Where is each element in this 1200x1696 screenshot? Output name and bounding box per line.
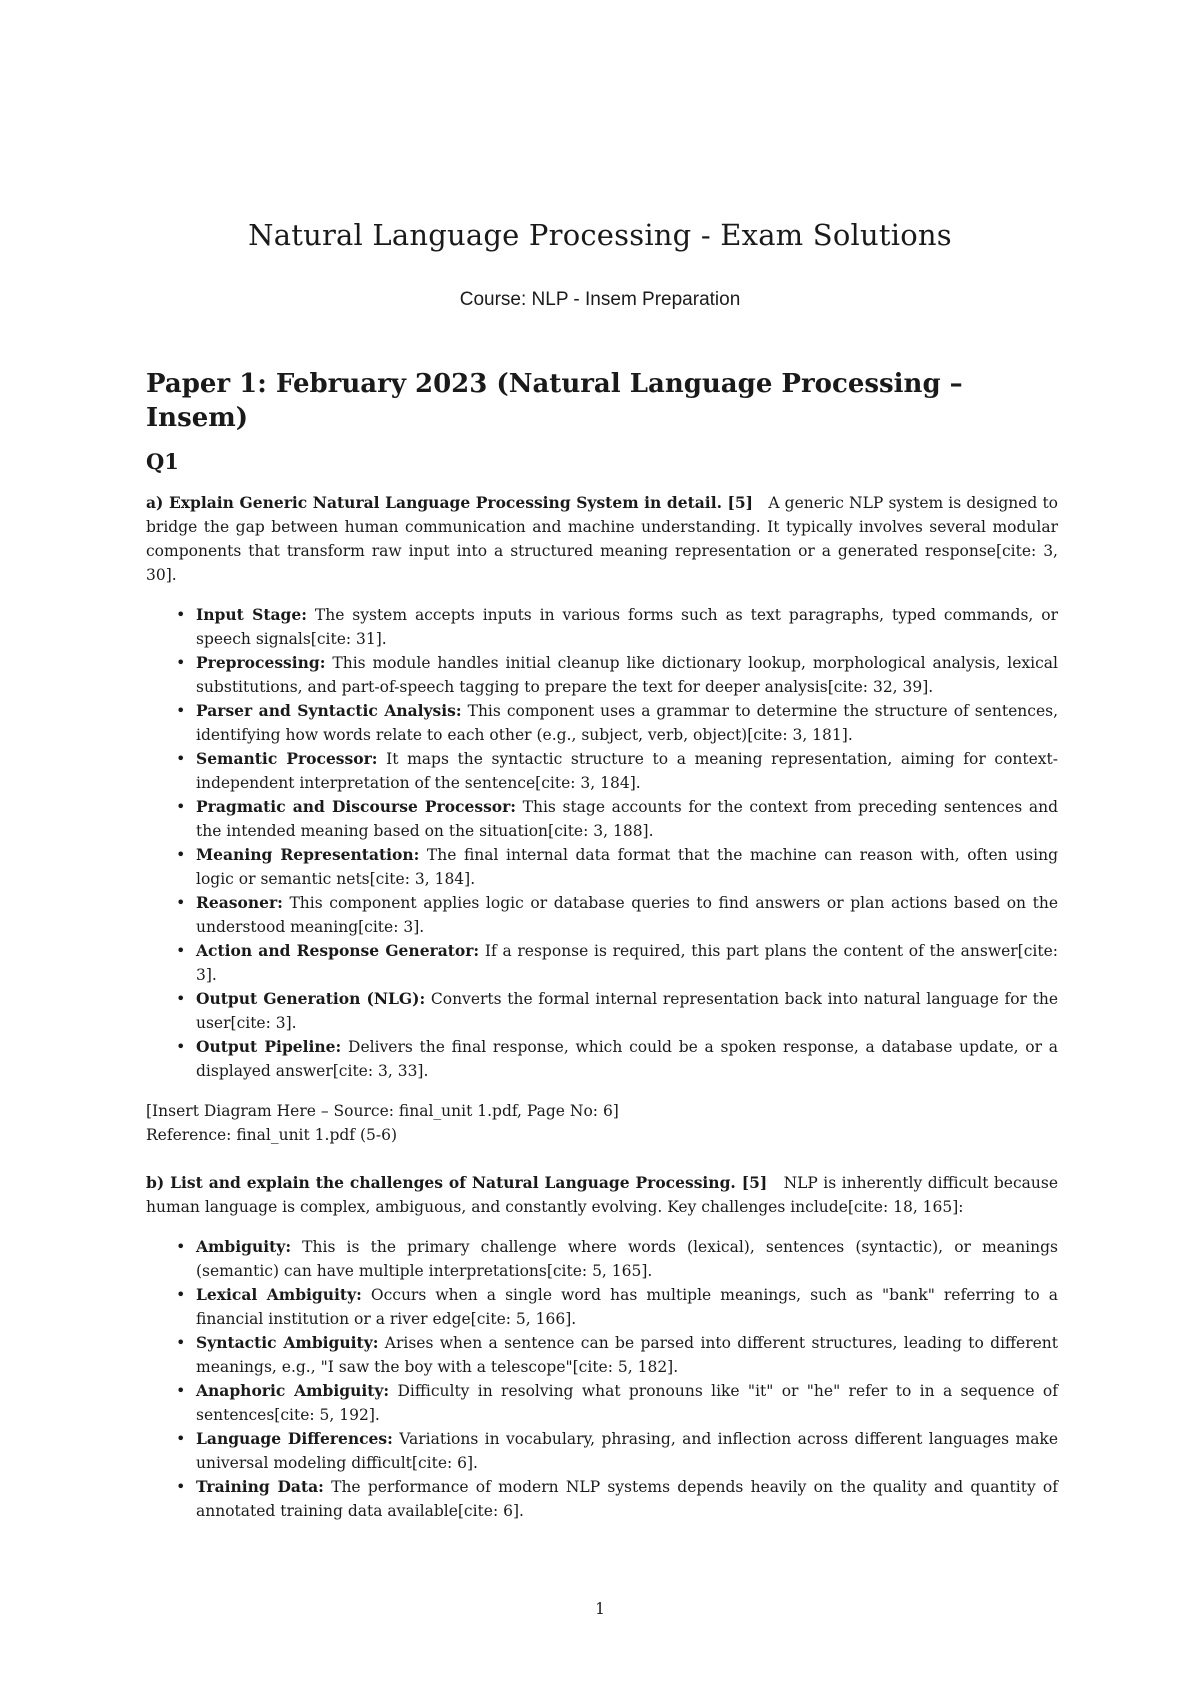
list-item-text: This component uses a grammar to determine the structure of sentences, identifying how words relate to each other (e.g., subject, verb, object)[cite: 3, 181].	[196, 702, 1058, 744]
list-item-text: This stage accounts for the context from preceding sentences and the intended meaning based on the situation[cite: 3, 188].	[196, 798, 1058, 840]
list-item-term: Meaning Representation:	[196, 845, 420, 864]
spacer	[146, 1147, 1058, 1171]
question-a-paragraph	[146, 491, 1058, 587]
list-item	[196, 603, 1058, 651]
list-item	[196, 747, 1058, 795]
list-item-term: Anaphoric Ambiguity:	[196, 1381, 390, 1400]
question-b-heading: b) List and explain the challenges of Natural Language Processing. [5]	[146, 1173, 768, 1192]
diagram-note: [Insert Diagram Here – Source: final_unit 1.pdf, Page No: 6]	[146, 1102, 619, 1120]
list-item	[196, 651, 1058, 699]
list-item-term: Syntactic Ambiguity:	[196, 1333, 379, 1352]
list-item-text: Variations in vocabulary, phrasing, and inflection across different languages make universal modeling difficult[cite: 6].	[196, 1430, 1058, 1472]
list-item	[196, 795, 1058, 843]
list-item	[196, 1331, 1058, 1379]
page-number: 1	[595, 1600, 605, 1618]
list-item-term: Lexical Ambiguity:	[196, 1285, 362, 1304]
list-item-text: This module handles initial cleanup like dictionary lookup, morphological analysis, lexical substitutions, and part-of-speech tagging to prepare the text for deeper analysis[cite: 32, 39].	[196, 654, 1058, 696]
question-a-list	[146, 603, 1058, 1083]
list-item-term: Reasoner:	[196, 893, 283, 912]
list-item-text: Occurs when a single word has multiple meanings, such as "bank" referring to a financial institution or a river edge[cite: 5, 166].	[196, 1286, 1058, 1328]
list-item-text: Converts the formal internal representation back into natural language for the user[cite: 3].	[196, 990, 1058, 1032]
list-item-text: Arises when a sentence can be parsed into different structures, leading to different meanings, e.g., "I saw the boy with a telescope"[cite: 5, 182].	[196, 1334, 1059, 1376]
reference-note: Reference: final_unit 1.pdf (5-6)	[146, 1126, 398, 1144]
list-item	[196, 1035, 1058, 1083]
list-item-term: Output Pipeline:	[196, 1037, 342, 1056]
list-item-text: Difficulty in resolving what pronouns like "it" or "he" refer to in a sequence of sentences[cite: 5, 192].	[196, 1382, 1058, 1424]
list-item-term: Preprocessing:	[196, 653, 326, 672]
list-item-term: Pragmatic and Discourse Processor:	[196, 797, 517, 816]
list-item-term: Output Generation (NLG):	[196, 989, 426, 1008]
list-item	[196, 1427, 1058, 1475]
list-item-text: The system accepts inputs in various forms such as text paragraphs, typed commands, or speech signals[cite: 31].	[196, 606, 1058, 648]
list-item	[196, 843, 1058, 891]
list-item	[196, 1475, 1058, 1523]
list-item-term: Parser and Syntactic Analysis:	[196, 701, 462, 720]
list-item-term: Action and Response Generator:	[196, 941, 480, 960]
question-heading: Q1	[146, 449, 179, 474]
list-item-text: Delivers the final response, which could be a spoken response, a database update, or a displayed answer[cite: 3, 33].	[196, 1038, 1059, 1080]
list-item	[196, 699, 1058, 747]
list-item-term: Semantic Processor:	[196, 749, 378, 768]
question-b-list	[146, 1235, 1058, 1523]
list-item	[196, 1379, 1058, 1427]
list-item-text: This is the primary challenge where words (lexical), sentences (syntactic), or meanings (semantic) can have multiple interpretations[cite: 5, 165].	[196, 1238, 1058, 1280]
document-title: Natural Language Processing - Exam Solutions	[248, 218, 952, 252]
list-item	[196, 987, 1058, 1035]
list-item	[196, 939, 1058, 987]
list-item-text: This component applies logic or database queries to find answers or plan actions based on the understood meaning[cite: 3].	[196, 894, 1058, 936]
list-item-term: Language Differences:	[196, 1429, 393, 1448]
list-item	[196, 891, 1058, 939]
document-subtitle: Course: NLP - Insem Preparation	[459, 289, 741, 310]
question-a-heading: a) Explain Generic Natural Language Processing System in detail. [5]	[146, 493, 754, 512]
list-item	[196, 1235, 1058, 1283]
list-item-term: Input Stage:	[196, 605, 307, 624]
list-item-text: If a response is required, this part plans the content of the answer[cite: 3].	[196, 942, 1058, 984]
question-b-paragraph	[146, 1171, 1058, 1219]
list-item-text: The final internal data format that the machine can reason with, often using logic or semantic nets[cite: 3, 184].	[196, 846, 1058, 888]
list-item-text: It maps the syntactic structure to a meaning representation, aiming for context-independent interpretation of the sentence[cite: 3, 184].	[196, 750, 1058, 792]
list-item	[196, 1283, 1058, 1331]
document-body	[146, 367, 1058, 1539]
section-heading: Paper 1: February 2023 (Natural Language Processing – Insem)	[146, 369, 963, 433]
list-item-term: Ambiguity:	[196, 1237, 292, 1256]
list-item-text: The performance of modern NLP systems depends heavily on the quality and quantity of annotated training data available[cite: 6].	[196, 1478, 1058, 1520]
question-b-intro: NLP is inherently difficult because human language is complex, ambiguous, and constantly evolving. Key challenges include[cite: 18, 165]:	[146, 1174, 1059, 1216]
question-a-intro: A generic NLP system is designed to bridge the gap between human communication and machine understanding. It typically involves several modular components that transform raw input into a structured meaning representation or a generated response[cite: 3, 30].	[146, 494, 1059, 584]
list-item-term: Training Data:	[196, 1477, 324, 1496]
